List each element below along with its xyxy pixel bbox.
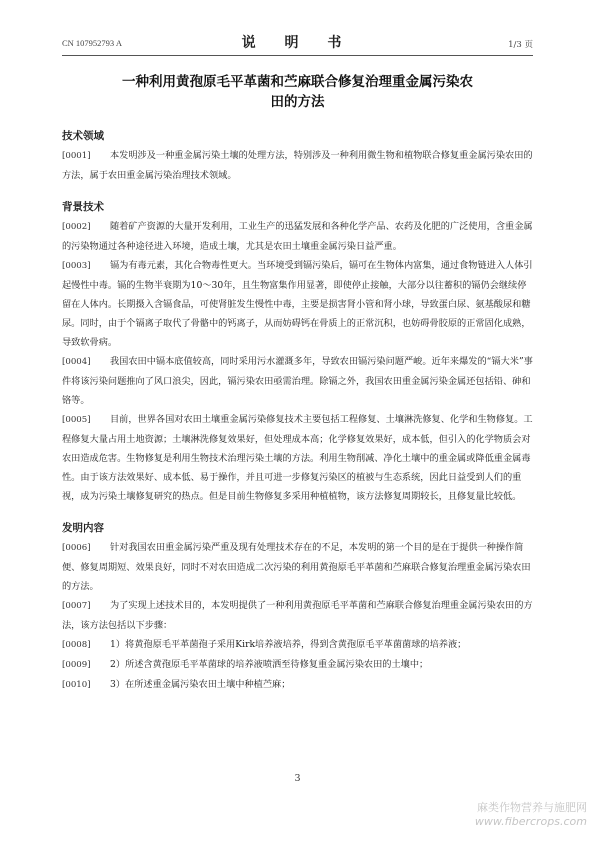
paragraph bbox=[62, 410, 534, 506]
paragraph-number: [0002] bbox=[62, 222, 91, 232]
page-header bbox=[62, 32, 533, 50]
paragraph-text: 目前，世界各国对农田土壤重金属污染修复技术主要包括工程修复、土壤淋洗修复、化学和生物修复。工程修复大量占用土地资源；土壤淋洗修复效果好，但处理成本高；化学修复效果好，成本低，但引入的化学物质会对农田造成危害。生物修复是利用生物技术治理污染土壤的方法。利用生物削减、净化土壤中的重金属或降低重金属毒性。由于该方法效果好、成本低、易于操作，并且可进一步修复污染区的植被与生态系统，因此日益受到人们的重视，成为污染土壤修复研究的热点。但是目前生物修复多采用种植植物，该方法修复周期较长，且修复量比较低。 bbox=[62, 414, 533, 502]
section-heading: 背景技术 bbox=[62, 201, 104, 213]
paragraph-text: 我国农田中镉本底值较高，同时采用污水灌溉多年，导致农田镉污染问题严峻。近年来爆发的“镉大米”事件将该污染问题推向了风口浪尖，因此，镉污染农田亟需治理。除镉之外，我国农田重金属污染金属还包括铅、砷和铬等。 bbox=[62, 356, 533, 406]
title-line-2: 田的方法 bbox=[270, 94, 325, 110]
document-title bbox=[62, 72, 533, 112]
paragraph bbox=[62, 635, 534, 655]
title-line-1: 一种利用黄孢原毛平革菌和苎麻联合修复治理重金属污染农 bbox=[122, 74, 473, 90]
paragraph-text: 本发明涉及一种重金属污染土壤的处理方法，特别涉及一种利用微生物和植物联合修复重金属污染农田的方法，属于农田重金属污染治理技术领域。 bbox=[62, 150, 533, 181]
paragraph-number: [0007] bbox=[62, 601, 91, 611]
paragraph-number: [0008] bbox=[62, 640, 91, 650]
paragraph-number: [0009] bbox=[62, 660, 91, 670]
publication-number: CN 107952793 A bbox=[62, 38, 122, 48]
paragraph-text: 随着矿产资源的大量开发利用，工业生产的迅猛发展和各种化学产品、农药及化肥的广泛使用，含重金属的污染物通过各种途径进入环境，造成土壤，尤其是农田土壤重金属污染日益严重。 bbox=[62, 221, 533, 252]
paragraph bbox=[62, 352, 534, 410]
paragraph bbox=[62, 655, 534, 675]
paragraph bbox=[62, 217, 534, 256]
page-counter: 1/3 页 bbox=[508, 40, 533, 50]
paragraph bbox=[62, 675, 534, 695]
page-number: 3 bbox=[294, 773, 301, 784]
paragraph-text: 1）将黄孢原毛平革菌孢子采用Kirk培养液培养，得到含黄孢原毛平革菌菌球的培养液； bbox=[110, 639, 467, 650]
paragraph-text: 3）在所述重金属污染农田土壤中种植苎麻； bbox=[110, 679, 291, 690]
watermark-line-2: www.fibercrops.com bbox=[474, 815, 587, 828]
paragraph-number: [0010] bbox=[62, 680, 91, 690]
section-heading: 发明内容 bbox=[62, 522, 104, 534]
paragraph-number: [0003] bbox=[62, 261, 91, 271]
watermark-line-1: 麻类作物营养与施肥网 bbox=[477, 801, 587, 814]
paragraph-text: 镉为有毒元素，其化合物毒性更大。当环境受到镉污染后，镉可在生物体内富集，通过食物链进入人体引起慢性中毒。镉的生物半衰期为10～30年，且生物富集作用显著，即使停止接触，大部分以往蓄积的镉仍会继续停留在人体内。长期摄入含镉食品，可使肾脏发生慢性中毒，主要是损害肾小管和肾小球，导致蛋白尿、氨基酸尿和糖尿。同时，由于个镉离子取代了骨骼中的钙离子，从而妨碍钙在骨质上的正常沉积，也妨碍骨胶原的正常固化成熟，导致软骨病。 bbox=[62, 260, 533, 348]
paragraph bbox=[62, 256, 534, 352]
paragraph-number: [0004] bbox=[62, 357, 91, 367]
section-heading: 技术领域 bbox=[62, 130, 104, 142]
paragraph-number: [0001] bbox=[62, 151, 91, 161]
paragraph-text: 针对我国农田重金属污染严重及现有处理技术存在的不足，本发明的第一个目的是在于提供一种操作简便、修复周期短、效果良好，同时不对农田造成二次污染的利用黄孢原毛平革菌和苎麻联合修复治理重金属污染农田的方法。 bbox=[62, 542, 531, 592]
paragraph-text: 为了实现上述技术目的，本发明提供了一种利用黄孢原毛平革菌和苎麻联合修复治理重金属污染农田的方法，该方法包括以下步骤： bbox=[62, 600, 533, 631]
paragraph bbox=[62, 146, 534, 185]
paragraph-number: [0006] bbox=[62, 543, 91, 553]
document-body bbox=[62, 126, 534, 695]
paragraph bbox=[62, 538, 534, 596]
site-watermark bbox=[475, 799, 587, 828]
paragraph-text: 2）所述含黄孢原毛平革菌球的培养液喷洒至待修复重金属污染农田的土壤中； bbox=[110, 659, 429, 670]
header-rule bbox=[62, 55, 533, 56]
document-type: 说 明 书 bbox=[241, 35, 354, 51]
paragraph bbox=[62, 596, 534, 635]
paragraph-number: [0005] bbox=[62, 415, 91, 425]
